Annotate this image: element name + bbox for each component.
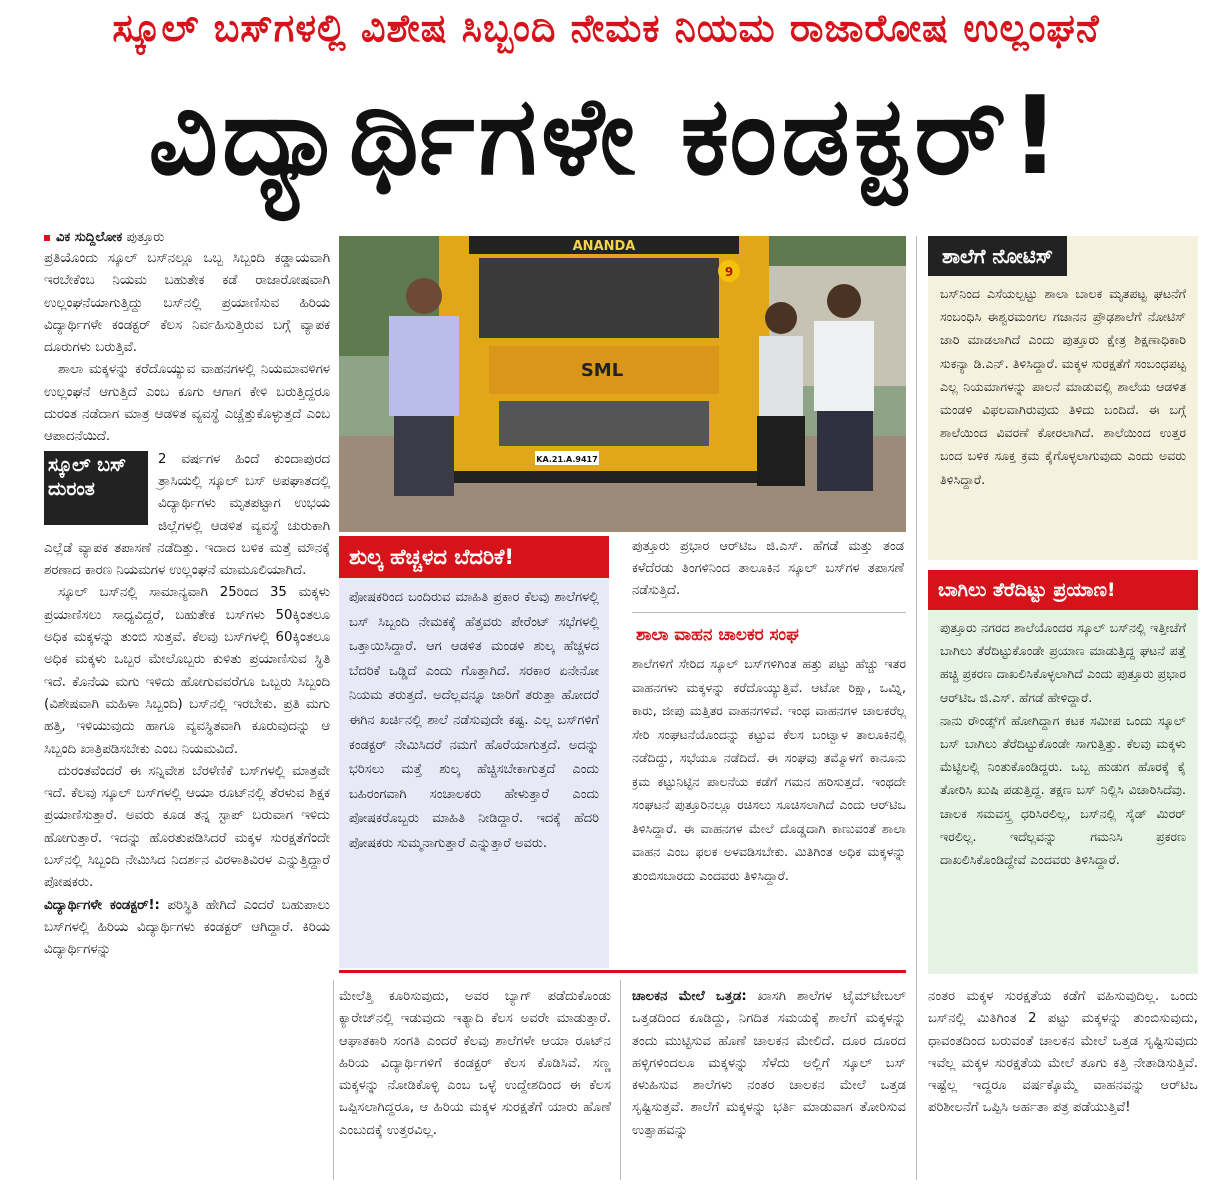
notice-body: ಬಸ್‌ನಿಂದ ಎಸೆಯಲ್ಪಟ್ಟು ಶಾಲಾ ಬಾಲಕ ಮೃತಪಟ್ಟ ಘಟನೆಗೆ ಸಂಬಂಧಿಸಿ ಈಶ್ವರಮಂಗಲ ಗಜಾನನ ಪ್ರೌಢಶಾಲೆಗೆ ನೋಟಿಸ್ ಜಾರಿ ಮಾಡಲಾಗಿದೆ ಎಂದು ಪುತ್ತೂರು ಕ್ಷೇತ್ರ ಶಿಕ್ಷಣಾಧಿಕಾರಿ ಸುಕನ್ಯಾ ಡಿ.ಎನ್. ತಿಳಿಸಿದ್ದಾರೆ. ಮಕ್ಕಳ ಸುರಕ್ಷತೆಗೆ ಸಂಬಂಧಪಟ್ಟ ಎಲ್ಲ ನಿಯಮಾಗಳನ್ನು ಪಾಲನೆ ಮಾಡುವಲ್ಲಿ ಶಾಲೆಯ ಆಡಳಿತ ಮಂಡಳಿ ವಿಫಲವಾಗಿರುವುದು ತಿಳಿದು ಬಂದಿದೆ. ಈ ಬಗ್ಗೆ ಶಾಲೆಯಿಂದ ವಿವರಣೆ ಕೋರಲಾಗಿದೆ. ಶಾಲೆಯಿಂದ ಉತ್ತರ ಬಂದ ಬಳಿಕ ಸೂಕ್ತ ಕ್ರಮ ಕೈಗೊಳ್ಳಲಾಗುವುದು ಎಂದು ಅವರು ತಿಳಿಸಿದ್ದಾರೆ. — [940, 286, 1186, 487]
door-paragraph: ನಾನು ರೌಂಡ್ಸ್‌ಗೆ ಹೋಗಿದ್ದಾಗ ಕಟಕ ಸಮೀಪ ಒಂದು ಸ್ಕೂಲ್ ಬಸ್ ಬಾಗಿಲು ತೆರೆದಿಟ್ಟುಕೊಂಡೇ ಸಾಗುತ್ತಿತ್ತು. ಕೆಲವು ಮಕ್ಕಳು ಮೆಟ್ಟಿಲಲ್ಲಿ ನಿಂತುಕೊಂಡಿದ್ದರು. ಒಬ್ಬ ಹುಡುಗ ಹೊರಕ್ಕೆ ಕೈ ತೋರಿಸಿ ಖುಷಿ ಪಡುತ್ತಿದ್ದ. ತಕ್ಷಣ ಬಸ್ ನಿಲ್ಲಿಸಿ ವಿಚಾರಿಸಿದೆವು. ಚಾಲಕ ಸಮವಸ್ತ್ರ ಧರಿಸಿರಲಿಲ್ಲ, ಬಸ್‌ನಲ್ಲಿ ಸೈಡ್ ಮಿರರ್ ಇರಲಿಲ್ಲ. ಇದೆಲ್ಲವನ್ನು ಗಮನಿಸಿ ಪ್ರಕರಣ ದಾಖಲಿಸಿಕೊಂಡಿದ್ದೇವೆ ಎಂದವರು ತಿಳಿಸಿದ್ದಾರೆ. — [940, 712, 1186, 868]
column-divider — [620, 980, 621, 1180]
fee-hike-box — [339, 536, 609, 968]
door-title: ಬಾಗಿಲು ತೆರೆದಿಟ್ಟು ಪ್ರಯಾಣ! — [928, 570, 1198, 610]
bottom-column-4: ನಂತರ ಮಕ್ಕಳ ಸುರಕ್ಷತೆಯ ಕಡೆಗೆ ವಹಿಸುವುದಿಲ್ಲ. ಒಂದು ಬಸ್‌ನಲ್ಲಿ ಮಿತಿಗಿಂತ 2 ಪಟ್ಟು ಮಕ್ಕಳನ್ನು ತುಂಬಿಸುವುದು, ಧಾವಂತದಿಂದ ಬರುವಂತೆ ಚಾಲಕನ ಮೇಲೆ ಒತ್ತಡ ಸೃಷ್ಟಿಸುವುದು ಇವೆಲ್ಲ ಮಕ್ಕಳ ಸುರಕ್ಷತೆಯ ಮೇಲೆ ತೂಗು ಕತ್ತಿ ನೇತಾಡಿಸುತ್ತಿವೆ. ಇಷ್ಟೆಲ್ಲ ಇದ್ದರೂ ವರ್ಷಕ್ಕೊಮ್ಮೆ ವಾಹನವನ್ನು ಆರ್‌ಟಿಒ ಪರಿಶೀಲನೆಗೆ ಒಪ್ಪಿಸಿ ಅರ್ಹತಾ ಪತ್ರ ಪಡೆಯುತ್ತಿವೆ! — [928, 989, 1198, 1116]
bus-photo — [339, 236, 906, 532]
column-divider — [333, 980, 334, 1180]
story-paragraph — [44, 895, 330, 962]
bottom-column-2: ಮೇಲೆತ್ತಿ ಕೂರಿಸುವುದು, ಅವರ ಬ್ಯಾಗ್ ಪಡೆದುಕೊಂಡು ಕ್ಯಾರೇಜ್‌ನಲ್ಲಿ ಇಡುವುದು ಇತ್ಯಾದಿ ಕೆಲಸ ಅವರೇ ಮಾಡುತ್ತಾರೆ. ಆಘಾತಕಾರಿ ಸಂಗತಿ ಎಂದರೆ ಕೆಲವು ಶಾಲೆಗಳೇ ಆಯಾ ರೂಟ್‌ನ ಹಿರಿಯ ವಿದ್ಯಾರ್ಥಿಗಳಿಗೆ ಕಂಡಕ್ಟರ್ ಕೆಲಸ ಕೊಡಿಸಿವೆ. ಸಣ್ಣ ಮಕ್ಕಳನ್ನು ನೋಡಿಕೊಳ್ಳಿ ಎಂಬ ಒಳ್ಳೆ ಉದ್ದೇಶದಿಂದ ಈ ಕೆಲಸ ಒಪ್ಪಿಸಲಾಗಿದ್ದರೂ, ಆ ಹಿರಿಯ ಮಕ್ಕಳ ಸುರಕ್ಷತೆಗೆ ಯಾರು ಹೊಣೆ ಎಂಬುದಕ್ಕೆ ಉತ್ತರವಿಲ್ಲ. — [339, 989, 611, 1138]
notice-title: ಶಾಲೆಗೆ ನೋಟಿಸ್ — [928, 236, 1067, 276]
bottom-column-3 — [632, 986, 906, 1186]
byline — [44, 228, 330, 248]
fee-box-body: ಪೋಷಕರಿಂದ ಬಂದಿರುವ ಮಾಹಿತಿ ಪ್ರಕಾರ ಕೆಲವು ಶಾಲೆಗಳಲ್ಲಿ ಬಸ್ ಸಿಬ್ಬಂದಿ ನೇಮಕಕ್ಕೆ ಹೆತ್ತವರು ಪೇರೆಂಟ್ ಸಭೆಗಳಲ್ಲಿ ಒತ್ತಾಯಿಸಿದ್ದಾರೆ. ಆಗ ಆಡಳಿತ ಮಂಡಳಿ ಶುಲ್ಕ ಹೆಚ್ಚಳದ ಬೆದರಿಕೆ ಒಡ್ಡಿದೆ ಎಂದು ಗೊತ್ತಾಗಿದೆ. ಸರಕಾರ ಏನೇನೋ ನಿಯಮ ತರುತ್ತದೆ. ಅದೆಲ್ಲವನ್ನೂ ಜಾರಿಗೆ ತರುತ್ತಾ ಹೋದರೆ ಈಗಿನ ಖರ್ಚಿನಲ್ಲಿ ಶಾಲೆ ನಡೆಸುವುದೇ ಕಷ್ಟ. ಎಲ್ಲ ಬಸ್‌ಗಳಿಗೆ ಕಂಡಕ್ಟರ್ ನೇಮಿಸಿದರೆ ನಮಗೆ ಹೊರೆಯಾಗುತ್ತದೆ. ಅದನ್ನು ಭರಿಸಲು ಮತ್ತೆ ಶುಲ್ಕ ಹೆಚ್ಚಿಸಬೇಕಾಗುತ್ತದೆ ಎಂದು ಬಹಿರಂಗವಾಗಿ ಸಂಚಾಲಕರು ಹೇಳುತ್ತಾರೆ ಎಂದು ಪೋಷಕರೊಬ್ಬರು ಮಾಹಿತಿ ನೀಡಿದ್ದಾರೆ. ಇದಕ್ಕೆ ಹೆದರಿ ಪೋಷಕರು ಸುಮ್ಮನಾಗುತ್ತಾರೆ ಎನ್ನುತ್ತಾರೆ ಅವರು. — [349, 590, 599, 851]
drivers-union-box — [632, 618, 906, 968]
bus-destination-sign: ANANDA — [572, 239, 636, 254]
red-divider — [339, 970, 906, 973]
story-paragraph: ಸ್ಕೂಲ್ ಬಸ್‌ನಲ್ಲಿ ಸಾಮಾನ್ಯವಾಗಿ 25ರಿಂದ 35 ಮಕ್ಕಳು ಪ್ರಯಾಣಿಸಲು ಸಾಧ್ಯವಿದ್ದರೆ, ಬಹುತೇಕ ಬಸ್‌ಗಳು 50ಕ್ಕಿಂತಲೂ ಅಧಿಕ ಮಕ್ಕಳನ್ನು ತುಂಬಿ ಸುತ್ತವೆ. ಕೆಲವು ಬಸ್‌ಗಳಲ್ಲಿ 60ಕ್ಕಿಂತಲೂ ಅಧಿಕ ಮಕ್ಕಳು ಒಬ್ಬರ ಮೇಲೊಬ್ಬರು ಕುಳಿತು ಪ್ರಯಾಣಿಸುವ ಸ್ಥಿತಿ ಇದೆ. ಕೊನೆಯ ಮಗು ಇಳಿದು ಹೋಗುವವರೆಗೂ ಒಬ್ಬರು ಸಿಬ್ಬಂದಿ (ವಿಶೇಷವಾಗಿ ಮಹಿಳಾ ಸಿಬ್ಬಂದಿ) ಬಸ್‌ನಲ್ಲಿ ಇರಬೇಕು. ಪ್ರತಿ ಮಗು ಹತ್ತಿ, ಇಳಿಯುವುದು ಹಾಗೂ ವ್ಯವಸ್ಥಿತವಾಗಿ ಕೂರುವುದನ್ನು ಆ ಸಿಬ್ಬಂದಿ ಖಾತ್ರಿಪಡಿಸಬೇಕು ಎಂಬ ನಿಯಮವಿದೆ. — [44, 585, 330, 757]
fee-box-title: ಶುಲ್ಕ ಹೆಚ್ಚಳದ ಬೆದರಿಕೆ! — [339, 536, 609, 578]
story-text: ಖಾಸಗಿ ಶಾಲೆಗಳ ಟೈಮ್‌ಟೇಬಲ್ ಒತ್ತಡದಿಂದ ಕೂಡಿದ್ದು, ನಿಗದಿತ ಸಮಯಕ್ಕೆ ಶಾಲೆಗೆ ಮಕ್ಕಳನ್ನು ತಂದು ಮುಟ್ಟಿಸುವ ಹೊಣೆ ಚಾಲಕನ ಮೇಲಿದೆ. ದೂರ ದೂರದ ಹಳ್ಳಿಗಳಿಂದಲೂ ಮಕ್ಕಳನ್ನು ಸೆಳೆದು ಅಲ್ಲಿಗೆ ಸ್ಕೂಲ್ ಬಸ್ ಕಳುಹಿಸುವ ಶಾಲೆಗಳು ನಂತರ ಚಾಲಕನ ಮೇಲೆ ಒತ್ತಡ ಸೃಷ್ಟಿಸುತ್ತವೆ. ಶಾಲೆಗೆ ಮಕ್ಕಳನ್ನು ಭರ್ತಿ ಮಾಡುವಾಗ ತೋರಿಸುವ ಉತ್ಸಾಹವನ್ನು — [632, 989, 906, 1138]
door-paragraph: ಪುತ್ತೂರು ನಗರದ ಶಾಲೆಯೊಂದರ ಸ್ಕೂಲ್ ಬಸ್‌ನಲ್ಲಿ ಇತ್ತೀಚೆಗೆ ಬಾಗಿಲು ತೆರೆದಿಟ್ಟುಕೊಂಡೇ ಪ್ರಯಾಣ ಮಾಡುತ್ತಿದ್ದ ಘಟನೆ ಪತ್ತೆ ಹಚ್ಚಿ ಪ್ರಕರಣ ದಾಖಲಿಸಿಕೊಳ್ಳಲಾಗಿದೆ ಎಂದು ಪುತ್ತೂರು ಪ್ರಭಾರ ಆರ್‌ಟಿಒ ಜಿ.ಎಸ್. ಹೆಗಡೆ ಹೇಳಿದ್ದಾರೆ. — [940, 620, 1186, 705]
notice-box — [928, 236, 1198, 560]
union-body: ಶಾಲೆಗಳಿಗೆ ಸೇರಿದ ಸ್ಕೂಲ್ ಬಸ್‌ಗಳಿಗಿಂತ ಹತ್ತು ಪಟ್ಟು ಹೆಚ್ಚು ಇತರ ವಾಹನಗಳು ಮಕ್ಕಳನ್ನು ಕರೆದೊಯ್ಯುತ್ತಿವೆ. ಆಟೋ ರಿಕ್ಷಾ, ಒಮ್ನಿ, ಕಾರು, ಜೀಪು ಮತ್ತಿತರ ವಾಹನಗಳಿವೆ. ಇಂಥ ವಾಹನಗಳ ಚಾಲಕರೆಲ್ಲ ಸೇರಿ ಸಂಘಟನೆಯೊಂದನ್ನು ಕಟ್ಟುವ ಕೆಲಸ ಬಂಟ್ವಾಳ ತಾಲೂಕಿನಲ್ಲಿ ನಡೆದಿದ್ದು, ಸಭೆಯೂ ನಡೆದಿದೆ. ಈ ಸಂಘವು ತಮ್ಮೊಳಗೆ ಕಾನೂನು ಕ್ರಮ ಕಟ್ಟುನಿಟ್ಟಿನ ಪಾಲನೆಯ ಕಡೆಗೆ ಗಮನ ಹರಿಸುತ್ತದೆ. ಇಂಥದೇ ಸಂಘಟನೆ ಪುತ್ತೂರಿನಲ್ಲೂ ರಚಿಸಲು ಸೂಚಿಸಲಾಗಿದೆ ಎಂದು ಆರ್‌ಟಿಒ ತಿಳಿಸಿದ್ದಾರೆ. ಈ ವಾಹನಗಳ ಮೇಲೆ ದೊಡ್ಡದಾಗಿ ಕಾಣುವಂತೆ ಶಾಲಾ ವಾಹನ ಎಂಬ ಫಲಕ ಅಳವಡಿಸಬೇಕು. ಮಿತಿಗಿಂತ ಅಧಿಕ ಮಕ್ಕಳನ್ನು ತುಂಬಿಸಬಾರದು ಎಂದವರು ತಿಳಿಸಿದ್ದಾರೆ. — [632, 656, 906, 883]
kicker-headline: ಸ್ಕೂಲ್ ಬಸ್‌ಗಳಲ್ಲಿ ವಿಶೇಷ ಸಿಬ್ಬಂದಿ ನೇಮಕ ನಿಯಮ ರಾಜಾರೋಷ ಉಲ್ಲಂಘನೆ — [112, 6, 1100, 50]
divider — [632, 612, 906, 613]
license-plate: KA.21.A.9417 — [536, 455, 598, 464]
byline-source: ವಿಕ ಸುದ್ದಿಲೋಕ — [56, 230, 123, 245]
bus-brand-logo: SML — [580, 360, 624, 381]
photo-caption: ಪುತ್ತೂರು ಪ್ರಭಾರ ಆರ್‌ಟಿಒ ಜಿ.ಎಸ್. ಹೆಗಡೆ ಮತ್ತು ತಂಡ ಕಳೆದೆರಡು ತಿಂಗಳಿನಿಂದ ತಾಲೂಕಿನ ಸ್ಕೂಲ್ ಬಸ್‌ಗಳ ತಪಾಸಣೆ ನಡೆಸುತ್ತಿದೆ. — [632, 539, 904, 598]
story-paragraph: ಶಾಲಾ ಮಕ್ಕಳನ್ನು ಕರೆದೊಯ್ಯುವ ವಾಹನಗಳಲ್ಲಿ ನಿಯಮಾವಳಿಗಳ ಉಲ್ಲಂಘನೆ ಆಗುತ್ತಿದೆ ಎಂಬ ಕೂಗು ಆಗಾಗ ಕೇಳಿ ಬರುತ್ತಿದ್ದರೂ ದುರಂತ ನಡೆದಾಗ ಮಾತ್ರ ಆಡಳಿತ ವ್ಯವಸ್ಥೆ ಎಚ್ಚೆತ್ತುಕೊಳ್ಳುತ್ತದೆ ಎಂಬ ಆಪಾದನೆಯಿದೆ. — [44, 362, 330, 445]
open-door-box — [928, 570, 1198, 974]
story-text: ಪರಿಸ್ಥಿತಿ ಹೇಗಿದೆ ಎಂದರೆ ಬಹುಪಾಲು ಬಸ್‌ಗಳಲ್ಲಿ ಹಿರಿಯ ವಿದ್ಯಾರ್ಥಿಗಳು ಕಂಡಕ್ಟರ್ ಆಗಿದ್ದಾರೆ. ಕಿರಿಯ ವಿದ್ಯಾರ್ಥಿಗಳನ್ನು — [44, 897, 330, 958]
bus-illustration — [339, 236, 906, 532]
story-paragraph: ಪ್ರತಿಯೊಂದು ಸ್ಕೂಲ್ ಬಸ್‌ನಲ್ಲೂ ಒಬ್ಬ ಸಿಬ್ಬಂದಿ ಕಡ್ಡಾಯವಾಗಿ ಇರಬೇಕೆಂಬ ನಿಯಮ ಬಹುತೇಕ ಕಡೆ ರಾಜಾರೋಷವಾಗಿ ಉಲ್ಲಂಘನೆಯಾಗುತ್ತಿದ್ದು ಬಸ್‌ನಲ್ಲಿ ಪ್ರಯಾಣಿಸುವ ಹಿರಿಯ ವಿದ್ಯಾರ್ಥಿಗಳೇ ಕಂಡಕ್ಟರ್ ಕೆಲಸ ನಿರ್ವಹಿಸುತ್ತಿರುವ ಬಗ್ಗೆ ವ್ಯಾಪಕ ದೂರುಗಳು ಬರುತ್ತಿವೆ. — [44, 251, 330, 356]
bullet-square-icon — [44, 235, 50, 241]
subhead-inline: ಚಾಲಕನ ಮೇಲೆ ಒತ್ತಡ: — [632, 989, 747, 1004]
door-body — [928, 614, 1198, 970]
story-paragraph: 2 ವರ್ಷಗಳ ಹಿಂದೆ ಕುಂದಾಪುರದ ತ್ರಾಸಿಯಲ್ಲಿ ಸ್ಕೂಲ್ ಬಸ್ ಅಪಘಾತದಲ್ಲಿ ವಿದ್ಯಾರ್ಥಿಗಳು ಮೃತಪಟ್ಟಾಗ ಉಭಯ ಜಿಲ್ಲೆಗಳಲ್ಲಿ ಆಡಳಿತ ವ್ಯವಸ್ಥೆ ಚುರುಕಾಗಿ ಎಲ್ಲೆಡೆ ವ್ಯಾಪಕ ತಪಾಸಣೆ ನಡೆದಿತ್ತು. ಇದಾದ ಬಳಿಕ ಮತ್ತೆ ಮೌನಕ್ಕೆ ಶರಣಾದ ಕಾರಣ ನಿಯಮಗಳ ಉಲ್ಲಂಘನೆ ಮಾಮೂಲಿಯಾಗಿದೆ. — [44, 451, 330, 579]
main-story-column — [44, 228, 330, 1186]
story-paragraph: ದುರಂತವೆಂದರೆ ಈ ಸನ್ನಿವೇಶ ಬೆರಳೆಣಿಕೆ ಬಸ್‌ಗಳಲ್ಲಿ ಮಾತ್ರವೇ ಇದೆ. ಕೆಲವು ಸ್ಕೂಲ್ ಬಸ್‌ಗಳಲ್ಲಿ ಆಯಾ ರೂಟ್‌ನಲ್ಲಿ ತೆರಳುವ ಶಿಕ್ಷಕ ಪ್ರಯಾಣಿಸುತ್ತಾರೆ. ಅವರು ಕೂಡ ತನ್ನ ಸ್ಟಾಪ್ ಬರುವಾಗ ಇಳಿದು ಹೋಗುತ್ತಾರೆ. ಇದನ್ನು ಹೊರತುಪಡಿಸಿದರೆ ಮಕ್ಕಳ ಸುರಕ್ಷತೆಗೆಂದೇ ಬಸ್‌ನಲ್ಲಿ ಸಿಬ್ಬಂದಿ ನೇಮಿಸಿದ ನಿದರ್ಶನ ವಿರಳಾತಿವಿರಳ ಎನ್ನುತ್ತಿದ್ದಾರೆ ಪೋಷಕರು. — [44, 763, 330, 891]
section-tag: ಸ್ಕೂಲ್ ಬಸ್ ದುರಂತ — [44, 451, 148, 525]
route-number: 9 — [724, 265, 734, 279]
main-headline: ವಿದ್ಯಾರ್ಥಿಗಳೇ ಕಂಡಕ್ಟರ್! — [148, 74, 1064, 199]
union-title: ಶಾಲಾ ವಾಹನ ಚಾಲಕರ ಸಂಘ — [636, 625, 799, 645]
column-divider — [916, 236, 917, 1180]
byline-place: ಪುತ್ತೂರು — [126, 230, 165, 245]
subhead-inline: ವಿದ್ಯಾರ್ಥಿಗಳೇ ಕಂಡಕ್ಟರ್!: — [44, 897, 160, 913]
